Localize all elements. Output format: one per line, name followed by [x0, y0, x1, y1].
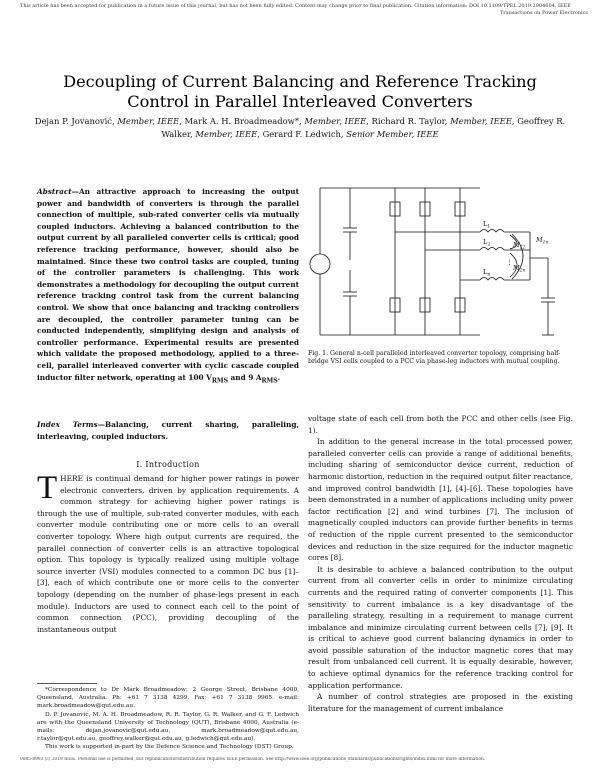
- journal-banner: [20, 3, 588, 17]
- title-line-2: Control in Parallel Interleaved Converters: [127, 92, 473, 111]
- title-line-1: Decoupling of Current Balancing and Reference Tracking: [63, 72, 537, 91]
- author-list: [24, 115, 576, 140]
- label-l1: $L_1$: [483, 220, 491, 230]
- author-role: Senior Member, IEEE: [346, 128, 439, 139]
- footnote-correspondence: *Correspondence to Dr Mark Broadmeadow: 2 George Street, Brisbane 4000, Queensland, Australia. Ph: +61 7 3138 4299. Fax: +61 7 3138 9965. e-mail: mark.broadmeadow@qut.edu.au.: [37, 687, 299, 710]
- author-role: Member, IEEE: [195, 128, 258, 139]
- author-name: , Geoffrey R. Walker,: [161, 116, 566, 139]
- intro-paragraph: [37, 470, 299, 635]
- label-m1n: $M_{1n}$: [536, 236, 549, 246]
- footnote-rule: [37, 683, 97, 684]
- paragraph: It is desirable to achieve a balanced contribution to the output current from all converter cells in order to minimize circulating currents and the required rating of converter components [1]. This sensitivity to current imbalance is a key disadvantage of the paralleling strategy, resulting in a requirement to manage current imbalance and minimize circulating current between cells [7], [9]. It is critical to achieve good current balancing dynamics in order to avoid possible saturation of the inductor magnetic cores that may result from unbalanced cell current. It is equally desirable, however, to achieve optimal dynamics for the reference tracking control for application performance.: [308, 564, 573, 690]
- unit-subscript: RMS: [261, 376, 278, 384]
- abstract: [37, 186, 299, 387]
- copyright-footer: 0885-8993 (c) 2019 IEEE. Personal use is permitted, but republication/redistribution requires IEEE permission. See http://www.ieee.org/publications_standards/publications/rights/index.html for more information.: [20, 757, 486, 762]
- author-name: , Mark A. H. Broadmeadow*,: [179, 116, 305, 126]
- abstract-and: and 9 A: [228, 372, 262, 382]
- author-role: Member, IEEE: [450, 116, 512, 126]
- inductor-icon: [480, 248, 504, 251]
- unit-subscript: RMS: [211, 376, 228, 384]
- label-l2: $L_2$: [483, 238, 491, 248]
- half-bridge-leg-1: [390, 188, 480, 335]
- paragraph: A number of control strategies are proposed in the existing literature for the management of current imbalance: [308, 692, 573, 713]
- footnote-funding: This work is supported in-part by the Defence Science and Technology (DST) Group.: [45, 744, 294, 751]
- author-name: Dejan P. Jovanović,: [34, 116, 118, 126]
- half-bridge-leg-n: [455, 188, 480, 335]
- paper-title: [30, 72, 570, 112]
- paragraph: In addition to the general increase in the total processed power, paralleled converter cells can provide a range of additional benefits, including sharing of semiconductor device current, reduction of harmonic distortion, reduction in the required output filter reactance, and improved control bandwidth [1], [4]–[6]. These topologies have been demonstrated in a number of applications including unity power factor rectification [2] and wind turbines [7]. The inclusion of magnetically coupled inductors can provide further benefits in terms of reduction of the ripple current presented to the semiconductor devices and reduction in the size required for the inductor magnetic cores [8].: [308, 437, 573, 563]
- label-m12: $M_{12}$: [513, 241, 526, 251]
- banner-line-2: Transactions on Power Electronics: [499, 10, 588, 16]
- index-terms-body: —Balancing, current sharing, paralleling, interleaving, coupled inductors.: [37, 420, 300, 441]
- abstract-lead: Abstract: [37, 187, 72, 196]
- intro-text: is continual demand for higher power ratings in power electronic converters, driven by application requirements. A common strategy for achieving higher power ratings is through the use of multiple, sub-rated converter modules, with each converter module contributing one or more cells to an overall converter topology. Where high output currents are required, the parallel connection of converter cells is an attractive topological option. This topology is typically realized using multiple voltage source inverter (VSI) modules connected to a common DC bus [1]–[3], each of which contribute one or more cells to the converter topology (depending on the number of phase-legs present in each module). Inductors are used to connect each cell to the point of common connection (PCC), providing decoupling of the instantaneous output: [37, 474, 299, 634]
- label-dots: ⋮: [506, 258, 513, 266]
- label-ln: $L_n$: [483, 268, 491, 278]
- figure-1-circuit: [300, 180, 572, 344]
- author-name: , Gerard F. Ledwich,: [257, 128, 347, 139]
- author-role: Member, IEEE: [117, 116, 180, 126]
- banner-line-1: This article has been accepted for publication in a future issue of this journal, but has not been fully edited. Content may change prior to final publication. Citation information: DOI 10.1109/TPEL.2019.2904604, IEEE: [20, 3, 571, 9]
- abstract-body: —An attractive approach to increasing the output power and bandwidth of converters is through the parallel connection of multiple, sub-rated converter cells via mutually coupled inductors. Achieving a balanced contribution to the output current by all paralleled converter cells is critical; good reference tracking performance, however, should also be maintained. Since these two control tasks are coupled, tuning of the controller parameters is challenging. This work demonstrates a methodology for decoupling the output current reference tracking control task from the current balancing control. We show that once balancing and tracking controllers are decoupled, the controller parameter tuning can be conducted independently, simplifying design and analysis of controller performance. Experimental results are presented which validate the proposed methodology, applied to a three-cell, parallel interleaved converter with cyclic cascade coupled inductor filter network, operating at 100 V: [37, 187, 299, 382]
- dc-source-icon: [310, 254, 330, 274]
- label-m2n: $M_{2n}$: [513, 264, 526, 274]
- dropcap-letter: T: [37, 470, 58, 506]
- first-word: HERE: [60, 474, 83, 483]
- author-role: Member, IEEE: [304, 116, 367, 126]
- section-heading: I. Introduction: [136, 460, 200, 469]
- index-terms: [37, 419, 299, 442]
- author-name: , Richard R. Taylor,: [366, 116, 451, 126]
- abstract-end: .: [277, 372, 281, 382]
- inductor-icon: [480, 230, 504, 233]
- right-column-text: [308, 413, 573, 714]
- figure-caption: Fig. 1. General n-cell paralleled interleaved converter topology, comprising half-bridge VSI cells coupled to a PCC via phase-leg inductors with mutual coupling.: [308, 350, 561, 365]
- paragraph: voltage state of each cell from both the PCC and other cells (see Fig. 1).: [308, 414, 573, 435]
- index-terms-lead: Index Terms: [37, 420, 98, 429]
- inductor-icon: [480, 278, 504, 281]
- half-bridge-leg-2: [420, 188, 480, 335]
- footnote-affiliation: D. P. Jovanović, M. A. H. Broadmeadow, R. R. Taylor, G. R. Walker, and G. F. Ledwich are with the Queensland University of Technology (QUT), Brisbane 4000, Australia (e-mails: dejan.jovanovic@qut.edu.au, mark.broadmeadow@qut.edu.au, r.taylor@qut.edu.au, geoffrey.walker@qut.edu.au, g.ledwich@qut.edu.au).: [37, 711, 299, 743]
- footnotes: [37, 686, 299, 752]
